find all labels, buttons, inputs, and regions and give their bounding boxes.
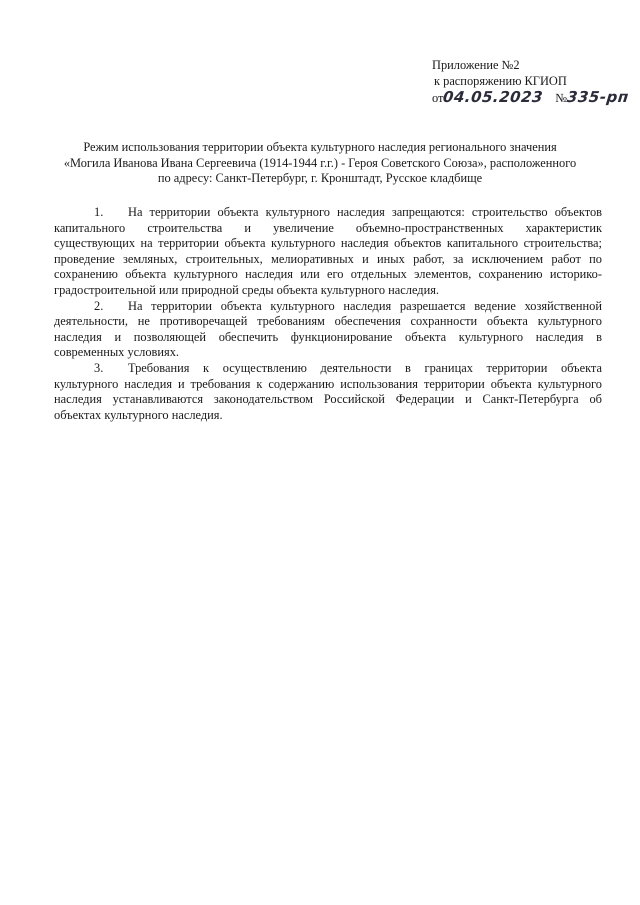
appendix-date-number: [432, 90, 629, 107]
paragraph-number: 1.: [94, 205, 104, 219]
paragraph-number: 2.: [94, 298, 104, 313]
paragraph-line: современных условиях.: [54, 345, 180, 360]
paragraph-line: культурного наследия и требования к содержанию использования территории объекта культурного: [54, 376, 602, 391]
appendix-reference: к распоряжению КГИОП: [434, 73, 567, 88]
paragraph-line: 3. Требования к осуществлению деятельности в границах территории объекта: [94, 360, 602, 375]
paragraph-line: 2. На территории объекта культурного наследия разрешается ведение хозяйственной: [94, 298, 602, 313]
document-title: [40, 140, 600, 187]
paragraph-line: объектах культурного наследия.: [54, 407, 223, 422]
paragraph-line: деятельности, не противоречащей требованиям обеспечения сохранности объекта культурного: [54, 314, 602, 329]
date-prefix: от: [432, 91, 444, 105]
appendix-header: [432, 58, 629, 107]
paragraph-line: градостроительной или природной среды объекта культурного наследия.: [54, 282, 440, 297]
paragraph-line: существующих на территории объекта культурного наследия объектов капитального строительства;: [54, 236, 602, 251]
title-line: Режим использования территории объекта культурного наследия регионального значения: [83, 140, 557, 154]
paragraph-line: 1. На территории объекта культурного наследия запрещаются: строительство объектов: [94, 205, 602, 219]
paragraph-line: наследия и позволяющей обеспечить функционирование объекта культурного наследия в: [54, 329, 602, 344]
title-line: по адресу: Санкт-Петербург, г. Кронштадт, Русское кладбище: [157, 171, 483, 186]
paragraph-1: [54, 205, 602, 299]
appendix-label: Приложение №2: [432, 58, 520, 72]
paragraph-line: наследия устанавливаются законодательством Российской Федерации и Санкт-Петербурга об: [54, 392, 602, 407]
paragraph-2: [54, 299, 602, 361]
paragraph-number: 3.: [94, 360, 104, 375]
document-body: [54, 205, 602, 423]
number-prefix: №: [555, 91, 568, 105]
handwritten-date: 04.05.2023: [442, 88, 545, 106]
handwritten-number: 335-рп: [566, 88, 630, 106]
title-line: «Могила Иванова Ивана Сергеевича (1914-1944 г.г.) - Героя Советского Союза», расположенного: [63, 155, 577, 170]
paragraph-line: проведение земляных, строительных, мелиоративных и иных работ, за исключением работ по: [54, 251, 602, 266]
paragraph-line: капитального строительства и увеличение объемно-пространственных характеристик: [54, 220, 602, 235]
paragraph-3: [54, 361, 602, 423]
paragraph-line: сохранению объекта культурного наследия или его отдельных элементов, сохранению историко-: [54, 267, 602, 282]
